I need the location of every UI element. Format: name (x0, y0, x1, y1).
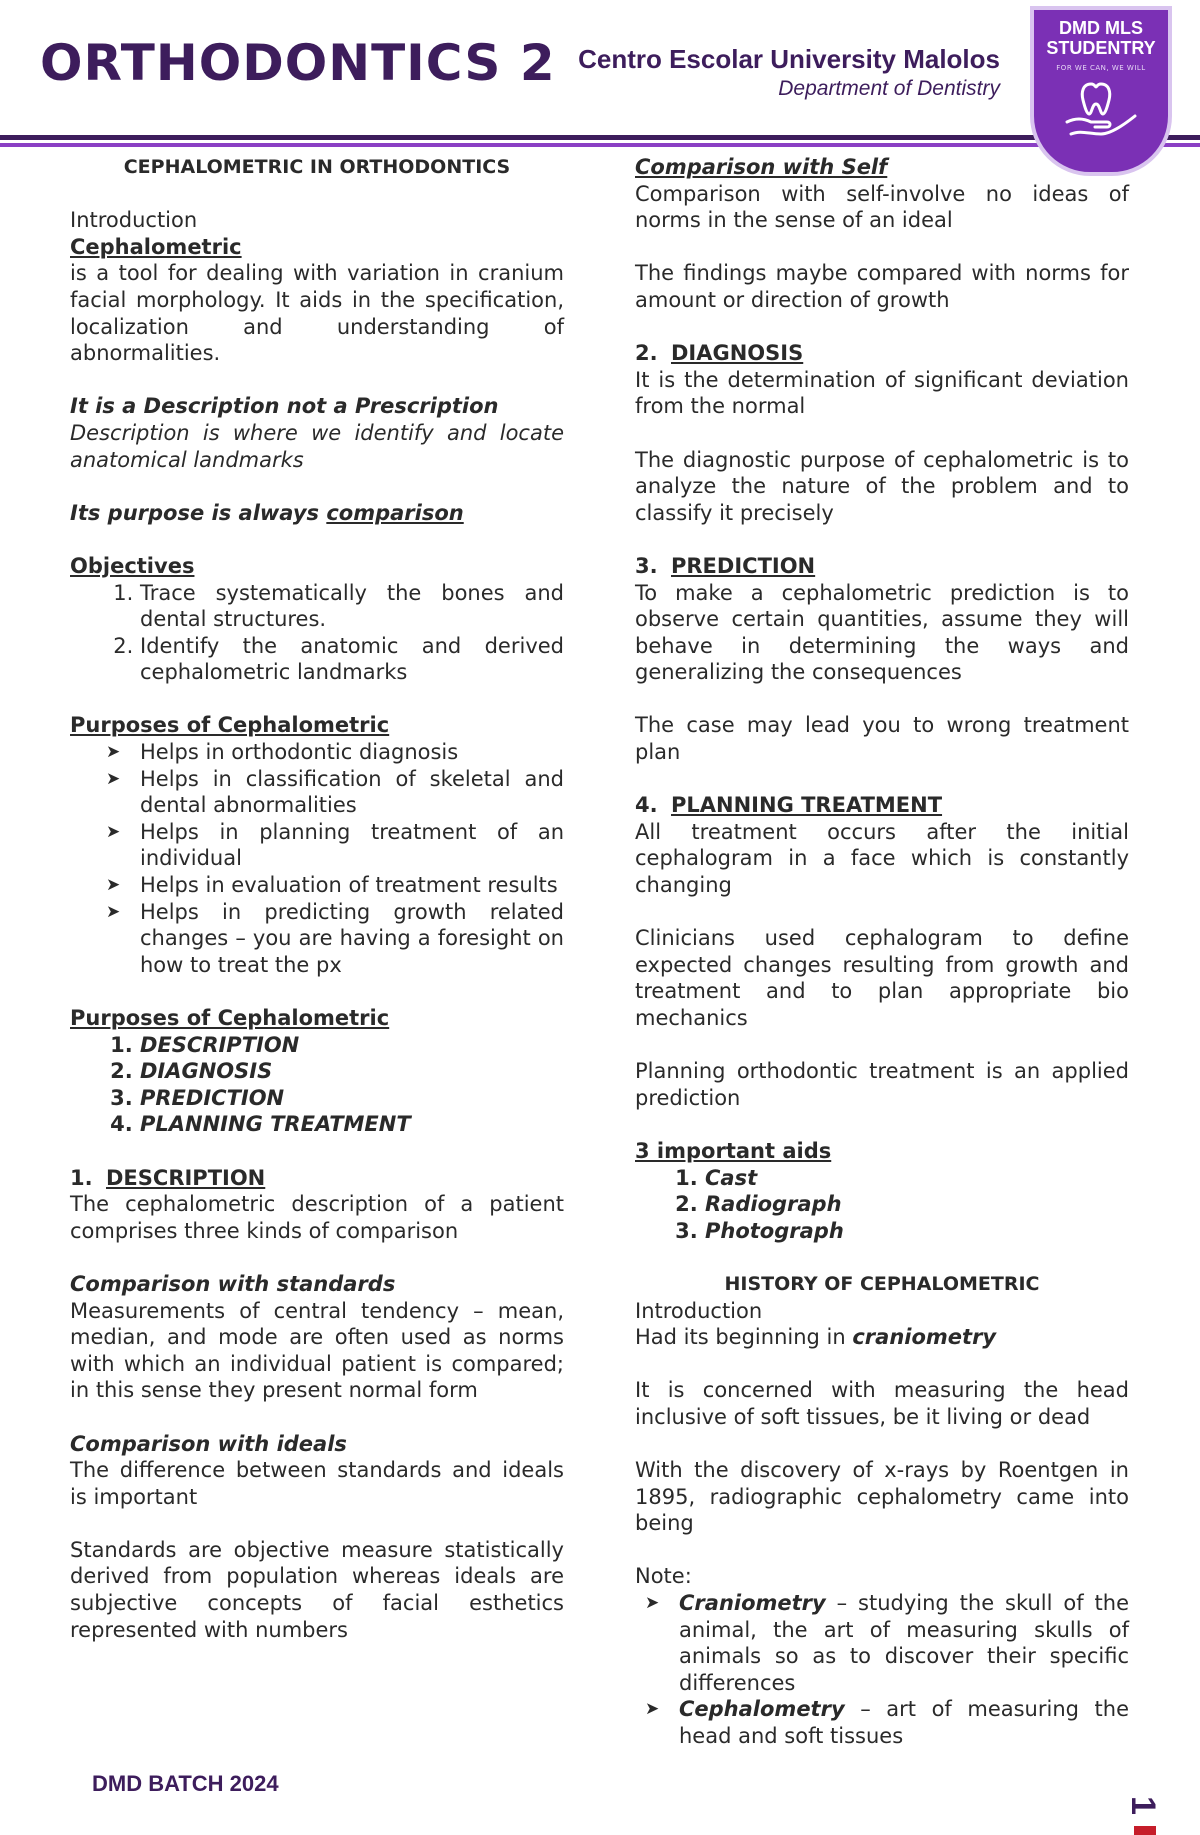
self-text-1: Comparison with self-involve no ideas of norms in the sense of an ideal (635, 181, 1129, 233)
purposes-heading: Purposes of Cephalometric (70, 713, 390, 738)
history-begin-prefix: Had its beginning in (635, 1325, 853, 1350)
purpose-word: comparison (326, 500, 464, 525)
section-4-text-1: All treatment occurs after the initial cephalogram in a face which is constantly changing (635, 819, 1129, 898)
badge-title: DMD MLS STUDENTRY (1046, 18, 1156, 58)
header-rule-dark (0, 135, 1200, 140)
list-item: 2. Identify the anatomic and derived cephalometric landmarks (140, 633, 564, 686)
history-text-1: It is concerned with measuring the head inclusive of soft tissues, be it living or dead (635, 1378, 1129, 1429)
history-text-2: With the discovery of x-rays by Roentgen in 1895, radiographic cephalometry came into being (635, 1458, 1129, 1536)
description-text: Description is where we identify and locate anatomical landmarks (70, 420, 564, 472)
department-name: Department of Dentistry (778, 77, 1000, 100)
page-header (0, 0, 1200, 150)
section-4-text-2: Clinicians used cephalogram to define expected changes resulting from growth and treatment and to plan appropriate bio mechanics (635, 926, 1129, 1030)
history-beginning (635, 1324, 1129, 1351)
section-1-text: The cephalometric description of a patient comprises three kinds of comparison (70, 1192, 564, 1243)
list-item: 3. PREDICTION (140, 1085, 564, 1112)
section-heading-cephalometric: CEPHALOMETRIC IN ORTHODONTICS (123, 156, 511, 178)
aids-heading: 3 important aids (635, 1138, 832, 1163)
purposes-list (70, 739, 564, 978)
footer-batch: DMD BATCH 2024 (92, 1771, 279, 1796)
section-3-text-2: The case may lead you to wrong treatment plan (635, 713, 1129, 765)
objectives-heading: Objectives (70, 553, 195, 578)
note-text: – art of measuring the head and soft tissues (679, 1697, 1129, 1749)
section-3-number: 3. (635, 553, 658, 578)
history-heading: HISTORY OF CEPHALOMETRIC (724, 1272, 1040, 1295)
list-item: 1. Cast (705, 1165, 1129, 1192)
list-item (679, 1590, 1129, 1696)
section-3-heading (635, 553, 1129, 580)
cephalometric-term: Cephalometric (70, 234, 242, 259)
school-block (578, 44, 1000, 101)
cephalometric-definition: is a tool for dealing with variation in cranium facial morphology. It aids in the specification, localization and understanding of abnormalities. (70, 261, 564, 366)
list-item: 1. DESCRIPTION (140, 1032, 564, 1059)
intro-label: Introduction (70, 208, 198, 233)
tooth-hand-icon (1061, 78, 1141, 138)
section-1-heading (70, 1165, 564, 1192)
list-item: ➤ Helps in classification of skeletal and dental abnormalities (140, 766, 564, 819)
left-column (70, 154, 564, 1643)
section-4-text-3: Planning orthodontic treatment is an applied prediction (635, 1059, 1129, 1110)
list-item: 2. DIAGNOSIS (140, 1058, 564, 1085)
ideals-text-2: Standards are objective measure statistically derived from population whereas ideals are subjective concepts of facial esthetics represented with numbers (70, 1537, 564, 1642)
self-heading: Comparison with Self (635, 155, 888, 179)
purpose-prefix: Its purpose is always (70, 500, 327, 525)
list-item: 1. Trace systematically the bones and dental structures. (140, 580, 564, 633)
section-4-heading (635, 792, 1129, 819)
standards-text: Measurements of central tendency – mean, median, and mode are often used as norms with which an individual patient is compared; in this sense they present normal form (70, 1298, 564, 1403)
section-4-title: PLANNING TREATMENT (671, 793, 943, 818)
list-item: 3. Photograph (705, 1218, 1129, 1245)
purpose-line (70, 500, 564, 527)
section-1-title: DESCRIPTION (106, 1165, 266, 1190)
right-column (635, 154, 1129, 1750)
objectives-list (70, 580, 564, 686)
section-2-text-2: The diagnostic purpose of cephalometric is to analyze the nature of the problem and to classify it precisely (635, 447, 1129, 525)
section-3-text-1: To make a cephalometric prediction is to observe certain quantities, assume they will behave in determining the ways and generalizing the consequences (635, 580, 1129, 685)
aids-list (635, 1165, 1129, 1245)
self-text-2: The findings maybe compared with norms for amount or direction of growth (635, 261, 1129, 312)
header-rule-purple (0, 143, 1200, 147)
note-label: Note: (635, 1564, 692, 1589)
list-item: ➤ Helps in planning treatment of an individual (140, 819, 564, 872)
purposes-list-2 (70, 1032, 564, 1138)
document-title: ORTHODONTICS 2 (40, 34, 556, 92)
list-item: ➤ Helps in evaluation of treatment results (140, 872, 564, 899)
note-term: Cephalometry (679, 1697, 845, 1722)
note-term: Craniometry (679, 1591, 826, 1616)
section-2-title: DIAGNOSIS (671, 341, 804, 366)
list-item: 4. PLANNING TREATMENT (140, 1111, 564, 1138)
badge-tagline: FOR WE CAN, WE WILL (1056, 64, 1146, 72)
list-item: ➤ Helps in orthodontic diagnosis (140, 739, 564, 766)
history-begin-word: craniometry (852, 1325, 997, 1350)
ideals-text-1: The difference between standards and ideals is important (70, 1458, 564, 1509)
section-3-title: PREDICTION (671, 553, 816, 578)
standards-heading: Comparison with standards (70, 1271, 396, 1296)
notes-list (635, 1590, 1129, 1750)
purposes-heading-2: Purposes of Cephalometric (70, 1006, 390, 1030)
ideals-heading: Comparison with ideals (70, 1431, 347, 1456)
section-2-text-1: It is the determination of significant deviation from the normal (635, 367, 1129, 419)
section-4-number: 4. (635, 793, 658, 818)
list-item: 2. Radiograph (705, 1191, 1129, 1218)
page-number: 1 (1124, 1796, 1162, 1815)
description-heading: It is a Description not a Prescription (70, 394, 499, 419)
history-intro-label: Introduction (635, 1298, 763, 1323)
section-2-heading (635, 340, 1129, 367)
page-flag-marker (1134, 1826, 1156, 1835)
org-badge (1030, 6, 1172, 176)
school-name: Centro Escolar University Malolos (578, 44, 1000, 74)
section-2-number: 2. (635, 341, 658, 366)
list-item: ➤ Helps in predicting growth related changes – you are having a foresight on how to treat the px (140, 899, 564, 979)
section-1-number: 1. (70, 1165, 93, 1190)
note-text: – studying the skull of the animal, the art of measuring skulls of animals so as to discover their specific differences (679, 1591, 1129, 1695)
list-item (679, 1696, 1129, 1749)
